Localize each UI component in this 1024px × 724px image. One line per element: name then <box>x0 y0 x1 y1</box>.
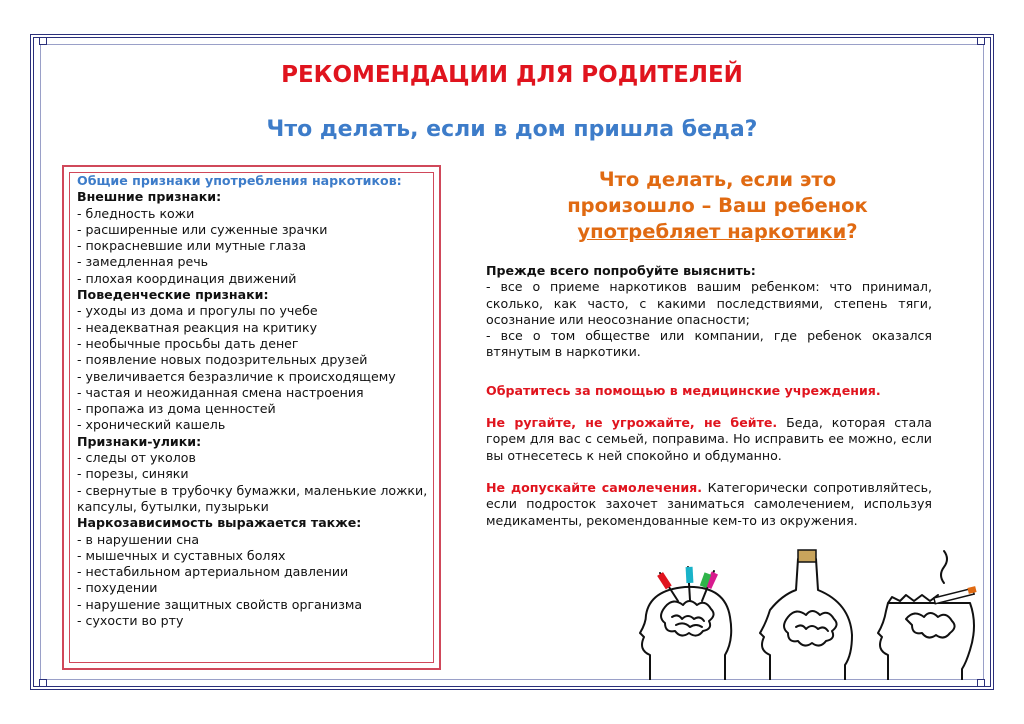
page-subtitle: Что делать, если в дом пришла беда? <box>266 117 758 142</box>
corner-ornament <box>39 679 47 687</box>
addiction-illustration <box>630 545 986 680</box>
list-item: - мышечных и суставных болях <box>77 547 286 563</box>
external-signs-title: Внешние признаки: <box>77 189 222 205</box>
corner-ornament <box>977 37 985 45</box>
heading-line: Что делать, если это <box>598 168 837 191</box>
no-self-treatment-block <box>486 480 932 529</box>
signs-content <box>77 173 432 629</box>
dependence-title: Наркозависимость выражается также: <box>77 515 362 531</box>
head-syringes-icon <box>640 567 731 680</box>
list-item: - пропажа из дома ценностей <box>77 401 276 417</box>
list-item: - покрасневшие или мутные глаза <box>77 238 307 254</box>
evidence-signs-title: Признаки-улики: <box>77 433 202 449</box>
corner-ornament <box>39 37 47 45</box>
list-item: - следы от уколов <box>77 450 196 466</box>
list-item: - похудении <box>77 580 158 596</box>
what-to-do-heading <box>520 167 915 245</box>
list-item: - замедленная речь <box>77 254 209 270</box>
list-item: - порезы, синяки <box>77 466 189 482</box>
corner-ornament <box>977 679 985 687</box>
heading-line: произошло – Ваш ребенок <box>567 194 868 217</box>
list-item: - в нарушении сна <box>77 531 200 547</box>
no-self-text: Категорически сопротивляйтесь, если подросток захочет заниматься самолечением, используя медикаменты, рекомендованные кем-то из окружения. <box>486 480 932 528</box>
list-item: - нарушение защитных свойств организма <box>77 596 363 612</box>
heading-line <box>520 219 915 245</box>
list-item: - сухости во рту <box>77 613 184 629</box>
head-bottle-icon <box>760 559 852 680</box>
heading-underlined: употребляет наркотики <box>577 220 847 243</box>
medical-advice <box>486 383 932 399</box>
find-out-item: - все о приеме наркотиков вашим ребенком: что принимал, сколько, как часто, с какими последствиями, степень тяги, осознание или неосознание опасности; <box>486 279 932 327</box>
dont-scold-text: Беда, которая стала горем для вас с семьей, поправима. Но исправить ее можно, если вы отнесетесь к ней спокойно и обдуманно. <box>486 415 932 463</box>
list-item: - необычные просьбы дать денег <box>77 335 299 351</box>
list-item: - появление новых подозрительных друзей <box>77 352 368 368</box>
medical-text: Обратитесь за помощью в медицинские учреждения. <box>486 383 881 398</box>
list-item: - свернутые в трубочку бумажки, маленькие ложки, капсулы, бутылки, пузырьки <box>77 482 428 514</box>
no-self-title: Не допускайте самолечения. <box>486 480 703 495</box>
head-cigarette-icon <box>878 551 974 680</box>
find-out-block <box>486 263 932 361</box>
list-item: - неадекватная реакция на критику <box>77 319 318 335</box>
list-item: - расширенные или суженные зрачки <box>77 221 328 237</box>
list-item: - частая и неожиданная смена настроения <box>77 384 364 400</box>
dont-scold-title: Не ругайте, не угрожайте, не бейте. <box>486 415 778 430</box>
find-out-item: - все о том обществе или компании, где ребенок оказался втянутым в наркотики. <box>486 328 932 360</box>
find-out-title: Прежде всего попробуйте выяснить: <box>486 263 756 278</box>
list-item: - уходы из дома и прогулы по учебе <box>77 303 318 319</box>
list-item: - хронический кашель <box>77 417 226 433</box>
list-item: - плохая координация движений <box>77 270 297 286</box>
signs-heading: Общие признаки употребления наркотиков: <box>77 173 402 188</box>
list-item: - нестабильном артериальном давлении <box>77 564 349 580</box>
dont-scold-block <box>486 415 932 464</box>
behavior-signs-title: Поведенческие признаки: <box>77 287 269 303</box>
list-item: - увеличивается безразличие к происходящему <box>77 368 396 384</box>
list-item: - бледность кожи <box>77 205 195 221</box>
heading-end: ? <box>846 220 858 243</box>
page-title: РЕКОМЕНДАЦИИ ДЛЯ РОДИТЕЛЕЙ <box>281 62 743 88</box>
